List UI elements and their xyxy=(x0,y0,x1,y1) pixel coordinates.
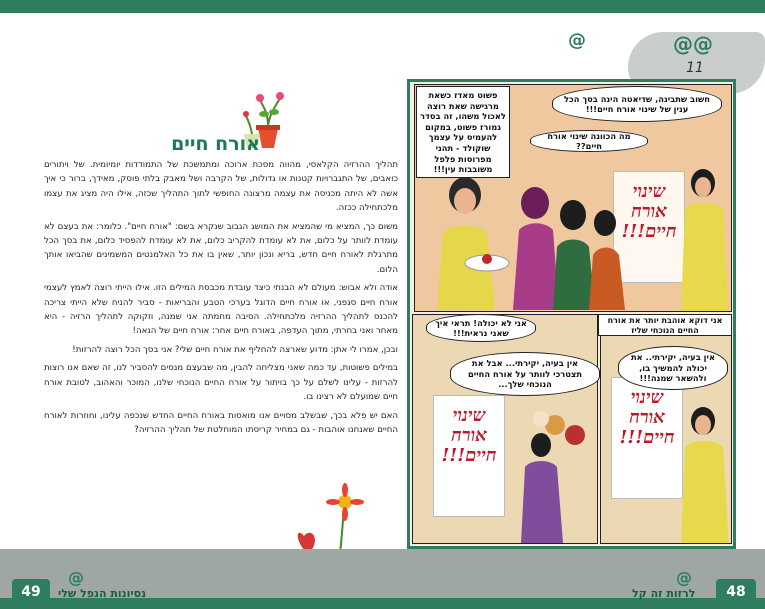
swirl-ornament-icon: @ xyxy=(568,30,586,51)
comic-strip xyxy=(407,79,736,549)
article-paragraph: האם יש פלא בכך, שבשלב מסויים אנו מואסות באורח החיים החדש שנכפה עלינו, וחוזרות לאורח החיים שאנחנו אוהבות - גם במחיר קריסתו המוחלטת של תהליך ההרזיה? xyxy=(44,410,398,435)
woman-with-plate-figure xyxy=(425,175,515,310)
article-paragraph: ובכן, אמרו לי אתן: מדוע שארצה להחליף את אורח חיים שלי? אני בסך הכל רוצה להרזות! xyxy=(72,344,398,355)
speech-bubble: אין בעיה, יקירתי.. את יכולה להמשיך בו, ולהשאר שמנה!!! xyxy=(618,346,728,390)
comic-page-number: 11 xyxy=(686,60,704,76)
caption-box: פשוט מאדז כשאת מרגישה שאת רוצה לאכול משהו, זה בסדר גמורז פשוט, במקום להעמיס על עצמך שוקולד - תהני מפרוסות פלפל משובבות עין!!! xyxy=(416,86,510,178)
whiteboard xyxy=(433,395,505,517)
board-text: שינוי אורח חיים!!! xyxy=(619,387,675,448)
instructor-figure xyxy=(677,163,732,311)
swirl-ornament-icon: @ xyxy=(68,568,84,587)
speech-bubble: חשוב שתבינה, שדיאטה הינה בסך הכל ענין של שינוי אורח חיים!!! xyxy=(552,86,722,122)
swirl-ornament-icon: @ xyxy=(676,568,692,587)
article-paragraph: תהליך ההרזיה הקלאסי, מהווה מסכת ארוכה ומתמשכת של התמודדות יומיומית. של ויתורים כואבים, של התגברויות קטנות או גדולות, של הקרבה ושל מאבק בלתי פוסק, מאידך, ברור כי איך אשה לא היתה מכניסה את עצמה מרצונה החופשי לתוך התהליך שכזה, אילו היה מציג את עצמו מלכתחילה ככזה. xyxy=(44,160,398,214)
board-text: שינוי אורח חיים!!! xyxy=(441,405,497,466)
article-body xyxy=(44,158,398,441)
article-paragraph: במילים פשוטות, עד כמה שאני מצליחה להבין, מה שבעצם מנסים להסביר לנו, זה שאם אנו רוצות להרזות - עלינו לשלם על כך בויתור על אורח החיים הנוכחי שלנו, המוכר והאהוב, לטובת אורח חיים שמועלם לא רצינו בו. xyxy=(44,363,398,403)
woman-with-cakes-figure xyxy=(511,405,597,543)
article-paragraph: משום כך, המציא מי שהמציא את המושג הגבוב שנקרא בשם: "אורח חיים". כלומר: את בעצם לא עומדת לוותר על כלום, את לא עומדת להקריב כלום, את לא עומדת להפסיד כלום, את בסך הכל מתרגלת לאורח חיים חדש, בריא ונכון יותר, שאין בו את כל האלמנטים המשמינים שהביאו אותך הלום. xyxy=(44,221,398,275)
page-number-left: 49 xyxy=(12,579,50,605)
speech-bubble: מה הכוונה שינוי אורח חיים?? xyxy=(530,130,648,152)
top-bar xyxy=(0,0,765,13)
article-title: אורח חיים xyxy=(171,133,260,155)
speech-bubble: אני לא יכולה! תראי איך שאני נראית!!! xyxy=(426,314,536,342)
page-number-right: 48 xyxy=(716,579,756,605)
comic-panel-2 xyxy=(412,314,598,544)
women-group-figure xyxy=(513,185,628,310)
speech-bubble: אין בעיה, יקירתי... אבל את תצטרכי לוותר על אורח החיים הנוכחי שלך... xyxy=(450,352,600,396)
board-text: שינוי אורח חיים!!! xyxy=(621,181,677,242)
instructor-figure xyxy=(677,401,732,544)
whiteboard xyxy=(611,377,683,499)
caption-box: אני דוקא אוהבת יותר את אורח החיים הנוכחי שליז xyxy=(598,314,732,336)
footer-book-title: לרזות זה קל xyxy=(632,587,696,600)
article-paragraph: אודה ולא אבוש: מעולם לא הבנתי כיצד עובדת מכבסת המילים הזו. אילו הייתי רוצה לאמץ לעצמי אורח חיים סגפני, או אורח חיים הדוגל בערכי הטבע והבריאות - סביר להניח שלא הייתי צריכה להכנס לתהליך ההרזיה מלכתחילה. הסיבה מחמתה אני שמנה, וזקוקה לתהליך הרזיה - היא מאחר ואני בחרתי, מתוך העדפה, באורח חיים אחר: אורח חיים של הנאה! xyxy=(44,283,398,337)
swirl-ornament-icon: @@ xyxy=(673,32,713,56)
footer-book-title: נסיונות הנפל שלי xyxy=(58,587,147,600)
